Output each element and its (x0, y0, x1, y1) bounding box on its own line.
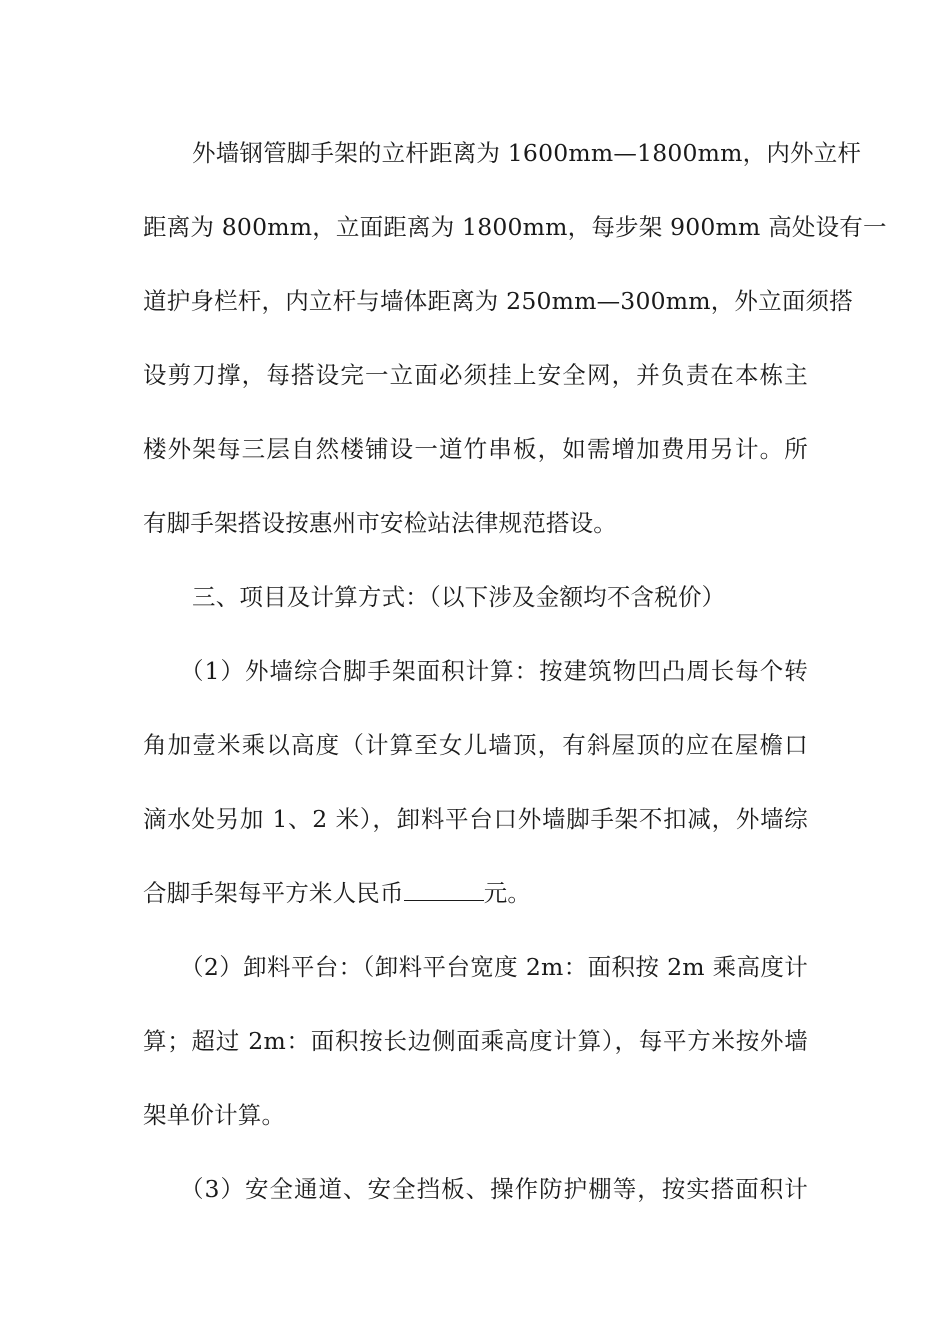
item2-line-3: 架单价计算。 (143, 1101, 286, 1129)
item1-line-2: 角加壹米乘以高度（计算至女儿墙顶，有斜屋顶的应在屋檐口 (143, 731, 808, 759)
item1-price-suffix: 元。 (483, 879, 532, 907)
item2-line-2: 算；超过 2m：面积按长边侧面乘高度计算），每平方米按外墙 (143, 1027, 808, 1055)
item1-line-4 (143, 878, 808, 908)
para1-line-4: 设剪刀撑，每搭设完一立面必须挂上安全网，并负责在本栋主 (143, 361, 808, 389)
price-blank (404, 878, 484, 901)
para1-line-6: 有脚手架搭设按惠州市安检站法律规范搭设。 (143, 509, 617, 537)
section-heading-3: 三、项目及计算方式：（以下涉及金额均不含税价） (192, 583, 726, 611)
para1-line-3: 道护身栏杆，内立杆与墙体距离为 250mm—300mm，外立面须搭 (143, 287, 853, 315)
para1-line-2: 距离为 800mm，立面距离为 1800mm，每步架 900mm 高处设有一 (143, 213, 887, 241)
item3-line-1: （3）安全通道、安全挡板、操作防护棚等，按实搭面积计 (180, 1175, 808, 1203)
para1-line-1: 外墙钢管脚手架的立杆距离为 1600mm—1800mm，内外立杆 (192, 139, 862, 167)
para1-line-5: 楼外架每三层自然楼铺设一道竹串板，如需增加费用另计。所 (143, 435, 808, 463)
item1-line-1: （1）外墙综合脚手架面积计算：按建筑物凹凸周长每个转 (180, 657, 808, 685)
item1-price-prefix: 合脚手架每平方米人民币 (143, 879, 404, 907)
item1-line-3: 滴水处另加 1、2 米），卸料平台口外墙脚手架不扣减，外墙综 (143, 805, 808, 833)
item2-line-1: （2）卸料平台：（卸料平台宽度 2m：面积按 2m 乘高度计 (180, 953, 808, 981)
